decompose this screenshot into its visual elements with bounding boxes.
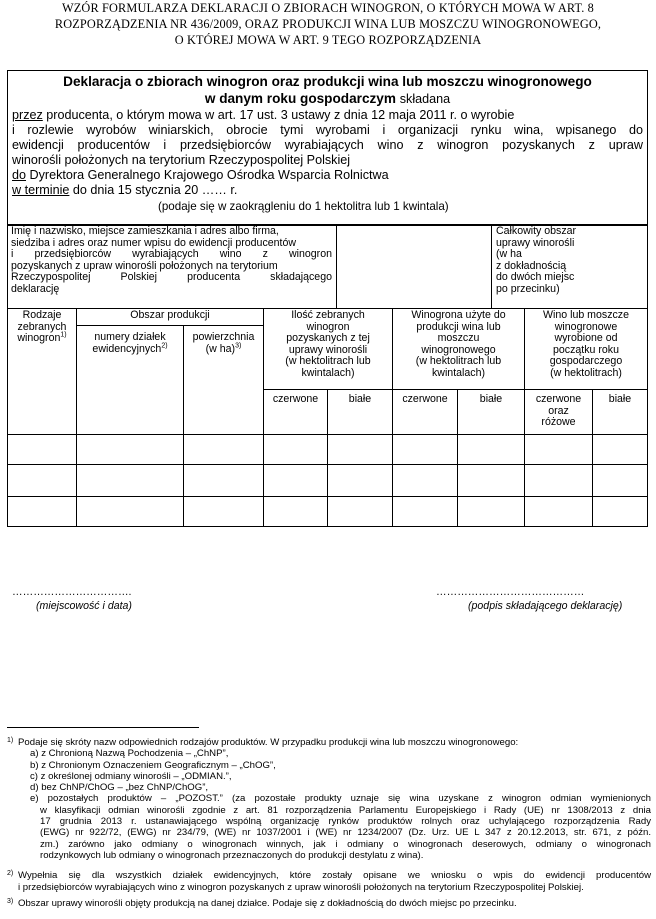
wine-header — [525, 310, 647, 380]
wine-line: winogronowe — [554, 320, 618, 333]
table-row[interactable] — [8, 465, 647, 496]
producer-info-label — [11, 226, 332, 296]
surface-text: (w ha) — [205, 342, 236, 355]
wine-white-header: białe — [608, 393, 632, 405]
used-line: kwintalach) — [432, 366, 485, 379]
producer-info-field[interactable] — [337, 225, 491, 308]
grape-types-text: winogron — [17, 332, 61, 345]
total-area-line: do dwóch miejsc — [496, 271, 575, 284]
signature-dots[interactable]: …………………………………… — [436, 586, 585, 598]
used-line: produkcji wina lub — [416, 320, 501, 333]
footnote-1 — [7, 737, 651, 861]
decl-line-6 — [12, 183, 643, 198]
wine-line: Wino lub moszcze — [543, 309, 629, 321]
footnote-3 — [7, 898, 651, 909]
footnote-3-mark: 3) — [7, 897, 14, 905]
grape-types-line-3 — [8, 333, 76, 345]
decl-line-5 — [12, 168, 643, 183]
parcels-line: numery działek — [94, 331, 166, 343]
producer-info-line: Imię i nazwisko, miejsce zamieszkania i adres albo firma, — [11, 225, 279, 237]
table-row[interactable] — [8, 497, 647, 526]
harvested-red-header: czerwone — [272, 393, 319, 405]
footnote-separator — [7, 727, 199, 728]
grape-types-line: zebranych — [17, 320, 67, 333]
footnote-1-c: c) z określonej odmiany winorośli – „ODMIAN.”, — [30, 770, 232, 782]
title-year-text: w danym roku gospodarczym — [204, 91, 396, 106]
footnote-1-e: 17 grudnia 2013 r. ustanawiającego wspólną organizację rynków produktów rolnych oraz uchylającego rozporządzenia Rady — [40, 816, 651, 828]
footnote-2-text: Wypełnia się dla wszystkich działek ewidencyjnych, które zostały opisane we wniosku o wpis do ewidencji producentów — [18, 870, 651, 882]
footnote-2 — [7, 870, 651, 893]
used-line: (w hektolitrach lub — [415, 355, 502, 368]
wine-red-rose-header — [525, 394, 592, 429]
signature-text: (podpis składającego deklarację) — [468, 600, 623, 612]
tbl-line — [491, 224, 492, 308]
wine-line: początku roku — [553, 343, 619, 356]
harvested-line: pozyskanych z tej — [286, 332, 370, 345]
surface-line-2 — [184, 344, 263, 356]
used-red-header: czerwone — [402, 393, 448, 405]
wine-line: (w hektolitrach) — [550, 366, 622, 379]
total-area-label — [496, 226, 646, 296]
tbl-line — [647, 224, 648, 527]
used-line: Winogrona użyte do — [411, 309, 506, 321]
producer-info-line: deklarację — [11, 282, 60, 295]
header-line-3: O KTÓREJ MOWA W ART. 9 TEGO ROZPORZĄDZENIA — [174, 33, 482, 47]
total-area-line: z dokładnością — [496, 259, 567, 272]
grape-types-header — [8, 310, 76, 345]
decl-line-1-text: producenta, o którym mowa w art. 17 ust. 3 ustawy z dnia 12 maja 2011 r. o wyrobie — [42, 108, 515, 122]
declaration-box — [7, 70, 648, 226]
wine-line: gospodarczego — [549, 355, 623, 368]
declaration-title: Deklaracja o zbiorach winogron oraz produkcji wina lub moszczu winogronowego — [63, 74, 592, 89]
tbl-line — [76, 325, 263, 326]
area-header: Obszar produkcji — [130, 309, 210, 321]
declaration-title-year — [8, 90, 647, 108]
surface-header — [184, 332, 263, 355]
harvested-line: (w hektolitrach lub — [285, 355, 371, 368]
header-line-2: ROZPORZĄDZENIA NR 436/2009, ORAZ PRODUKCJI WINA LUB MOSZCZU WINOGRONOWEGO, — [54, 17, 602, 31]
red-rose-line: różowe — [541, 416, 576, 429]
total-area-line: uprawy winorośli — [496, 236, 575, 249]
red-rose-line: oraz — [548, 404, 569, 417]
harvested-white-header: białe — [348, 393, 372, 405]
parcels-text: ewidencyjnych — [92, 342, 162, 355]
decl-line-4: winorośli położonych na terytorium Rzeczypospolitej Polskiej — [12, 153, 351, 167]
producer-info-line: i przedsiębiorców wyrabiających wino z winogron — [11, 248, 332, 261]
tbl-line — [263, 389, 648, 390]
parcels-line-2 — [77, 344, 183, 356]
grape-types-line: Rodzaje — [22, 309, 62, 321]
red-rose-line: czerwone — [535, 393, 582, 405]
w-terminie-label: w terminie — [12, 183, 70, 197]
harvested-header — [264, 310, 392, 380]
harvested-line: kwintalach) — [301, 366, 355, 379]
footnote-ref-3: 3) — [235, 342, 242, 350]
footnotes — [7, 737, 651, 909]
total-area-line: Całkowity obszar — [496, 225, 577, 237]
used-white-header: białe — [479, 393, 503, 405]
total-area-line: po przecinku) — [496, 282, 560, 295]
producer-info-line: siedziba i adres oraz numer wpisu do ewidencji producentów — [11, 236, 297, 249]
do-label: do — [12, 168, 27, 182]
parcels-header — [77, 332, 183, 355]
footnote-1-d: d) bez ChNP/ChOG – „bez ChNP/ChOG”, — [30, 782, 209, 794]
footnote-1-text: Podaje się skróty nazw odpowiednich rodzajów produktów. W przypadku produkcji wina lub moszczu winogronowego: — [18, 737, 519, 748]
harvested-line: winogron — [306, 320, 350, 333]
header-line-1: WZÓR FORMULARZA DEKLARACJI O ZBIORACH WINOGRON, O KTÓRYCH MOWA W ART. 8 — [62, 1, 594, 15]
footnote-1-e: w klasyfikacji odmian winorośli zgodnie z art. 81 rozporządzenia Parlamentu Europejskiego i Rady (UE) nr 1308/2013 z dnia — [40, 804, 651, 816]
place-date-dots[interactable]: ……………………………. — [12, 586, 132, 598]
decl-line-3: ewidencji producentów i przedsiębiorców wyrabiających wino z winogron pozyskanych z upraw — [12, 138, 643, 152]
harvested-line: uprawy winorośli — [288, 343, 368, 356]
decl-line-1 — [12, 108, 643, 123]
form-header — [0, 0, 656, 48]
footnote-2-text: i przedsiębiorców wyrabiających wino z winogron pozyskanych z upraw winorośli położonych na terytorium Rzeczypospolitej Polskiej. — [18, 881, 584, 893]
table-row[interactable] — [8, 435, 647, 464]
footnote-1-b: b) z Chronionym Oznaczeniem Geograficznym – „ChOG”, — [30, 759, 276, 771]
footnote-1-e: e) pozostałych produktów – „POZOST.” (za pozostałe produkty uznaje się wina uzyskane z winogron odmian wymienionych — [30, 793, 651, 805]
harvested-line: Ilość zebranych — [291, 309, 365, 321]
footnote-1-mark: 1) — [7, 737, 14, 744]
used-line: moszczu — [437, 332, 480, 345]
signature-label — [468, 600, 622, 612]
footnote-1-a: a) z Chronioną Nazwą Pochodzenia – „ChNP”, — [30, 748, 229, 760]
used-line: winogronowego — [421, 343, 496, 356]
decl-line-5-text: Dyrektora Generalnego Krajowego Ośrodka Wsparcia Rolnictwa — [26, 168, 389, 182]
used-header — [393, 310, 524, 380]
production-table — [7, 224, 648, 527]
footnote-2-mark: 2) — [7, 870, 14, 878]
przez-label: przez — [12, 108, 43, 122]
decl-line-6-text: do dnia 15 stycznia 20 …… r. — [69, 183, 238, 197]
footnote-1-e: zm.) zarówno jako odmiany o winogronach winnych, jak i odmiany o winogronach deserowych, odmiany o winogronach — [40, 838, 651, 850]
place-date-label — [36, 600, 132, 612]
footnote-ref-2: 2) — [161, 342, 168, 350]
place-date-text: (miejscowość i data) — [36, 600, 132, 612]
surface-line: powierzchnia — [192, 331, 255, 343]
decl-line-7: (podaje się w zaokrągleniu do 1 hektolitra lub 1 kwintala) — [158, 200, 449, 213]
title-suffix: składana — [399, 92, 451, 106]
decl-line-2: i rozlewie wyrobów winiarskich, obrocie tymi wyrobami i organizacji rynku wina, wpisanego do — [12, 123, 643, 137]
footnote-3-text: Obszar uprawy winorośli objęty produkcją na danej działce. Podaje się z dokładnością do dwóch miejsc po przecinku. — [18, 897, 517, 909]
total-area-line: (w ha — [496, 248, 522, 261]
footnote-1-e: rodzynkowych lub odmiany o winogronach przeznaczonych do produkcji destylatu z wina). — [40, 849, 424, 861]
footnote-ref-1: 1) — [60, 331, 67, 339]
producer-info-line: pozyskanych z upraw winorośli położonych na terytorium — [11, 259, 278, 272]
wine-line: wyrobione od — [554, 332, 618, 345]
footnote-1-e: (EWG) nr 922/72, (EWG) nr 234/79, (WE) nr 1037/2001 i (WE) nr 1234/2007 (Dz. Urz. UE L 347 z 20.12.2013, str. 671, z późn. — [40, 827, 651, 839]
producer-info-line: Rzeczypospolitej Polskiej producenta składającego — [11, 271, 332, 284]
